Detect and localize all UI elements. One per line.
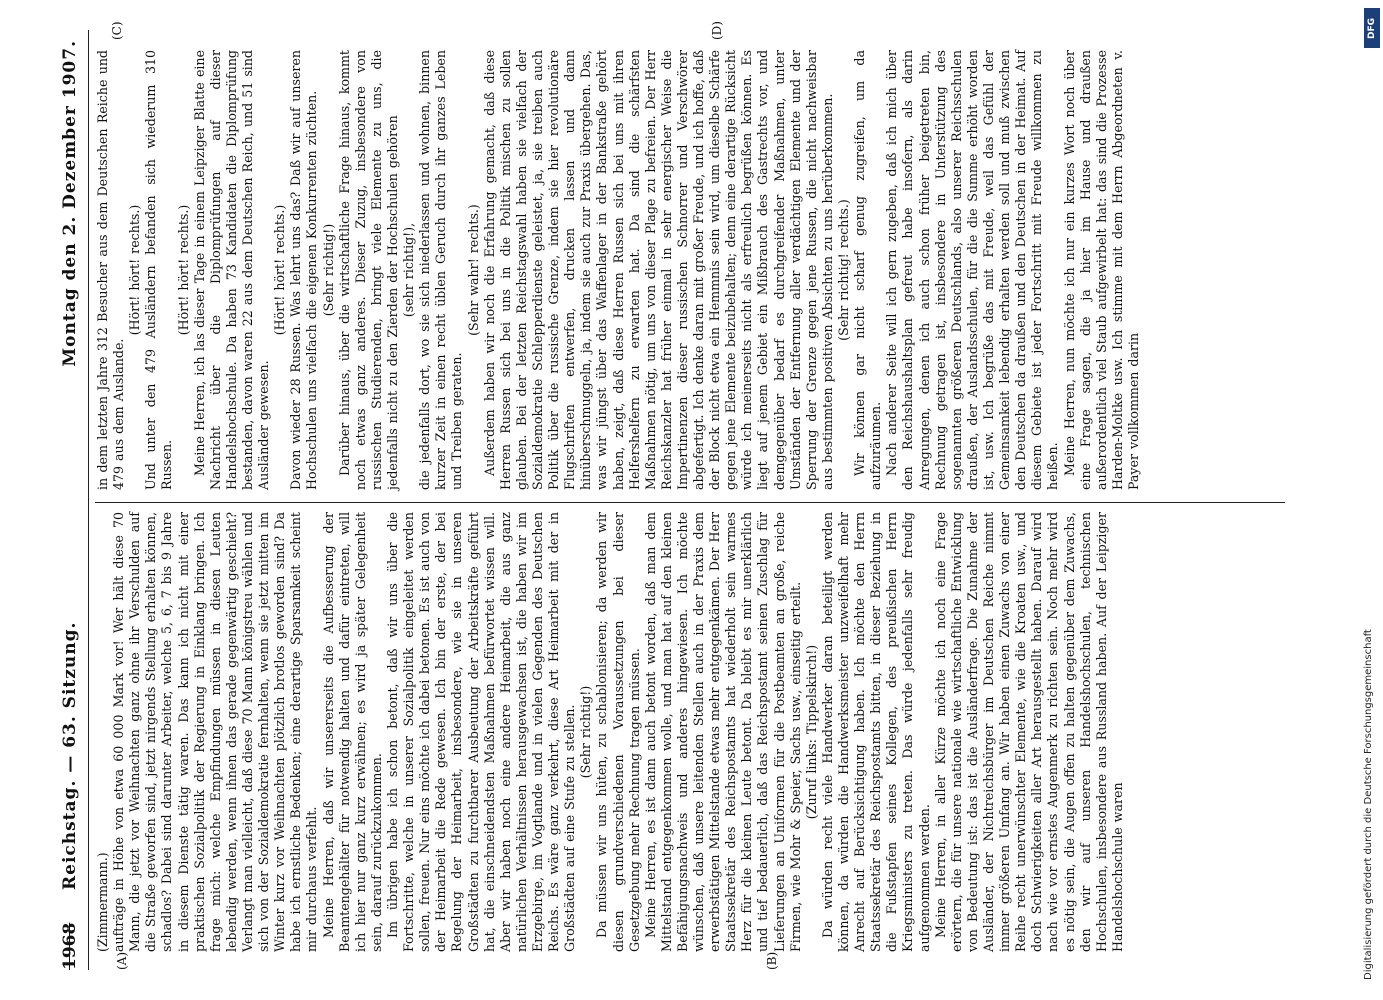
header-rule xyxy=(88,30,89,970)
paragraph: die jedenfalls dort, wo sie sich niederlassen und wohnen, binnen kurzer Zeit in einen recht üblen Geruch durch ihr ganzes Leben und Treiben geraten. xyxy=(417,50,465,490)
paragraph: (Zimmermann.) xyxy=(95,852,110,952)
paragraph: Meine Herren, ich las dieser Tage in einem Leipziger Blatte eine Nachricht über die Diplomprüfungen auf dieser Handelshochschule. Da haben 73 Kandidaten die Diplomprüfung bestanden, davon waren 22 aus dem Deutschen Reich, und 51 sind Ausländer gewesen. xyxy=(191,50,272,490)
credit-text: Digitalisierung gefördert durch die Deutsche Forschungsgemeinschaft xyxy=(1363,629,1374,980)
paragraph: (Hört! hört! rechts.) xyxy=(127,204,143,336)
paragraph: Und unter den 479 Ausländern befanden sich wiederum 310 Russen. xyxy=(143,50,175,490)
digitization-credit xyxy=(1363,200,1377,980)
paragraph: Darüber hinaus, über die wirtschaftliche Frage hinaus, kommt noch etwas ganz anderes. Dieser Zuzug, insbesondere von russischen Studierenden, bringt viele Elemente zu uns, die jedenfalls nicht zu den Zierden der Hochschulen gehören xyxy=(336,50,400,490)
header-left-title: Reichstag. — 63. Sitzung. xyxy=(60,621,80,890)
paragraph: aufträge in Höhe von etwa 60 000 Mark vor! Wer hält diese 70 Mann, die jetzt vor Weihnachten ganz ohne ihr Verschulden auf die Straße geworfen sind, jetzt nirgends Stellung erhalten können, schadlos? Dabei sind darunter Arbeiter, welche 5, 6, 7 bis 9 Jahre in diesem Dienste tätig waren. Das kann ich nicht mit einer praktischen Sozialpolitik der Regierung in Einklang bringen. Ich frage mich: welche Empfindungen müssen in diesen Leuten lebendig werden, wenn ihnen das gerade gegenwärtig geschieht? Verlangt man vielleicht, daß diese 70 Mann königstreu wählen und sich von der Sozialdemokratie fernhalten, wenn sie jetzt mitten im Winter kurz vor Weihnachten plötzlich brotlos geworden sind? Da habe ich ernstliche Bedenken; eine derartige Sparsamkeit scheint mir durchaus verfehlt. xyxy=(111,512,320,952)
left-text-column xyxy=(95,512,1126,952)
margin-marker-b: (B) xyxy=(765,951,779,970)
paragraph: (Sehr richtig!) xyxy=(578,685,594,779)
paragraph: Im übrigen habe ich schon betont, daß wir uns über die Fortschritte, welche in unserer Sozialpolitik eingeleitet werden sollen, freuen. Nur eins möchte ich dabei betonen. Es ist auch von der Heimarbeit die Rede gewesen. Ich bin der erste, der bei Regelung der Heimarbeit, insbesondere, wie sie in unseren Großstädten zu furchtbarer Ausbeutung der Arbeitskräfte geführt hat, die einschneidendsten Maßnahmen befürwortet wissen will. Aber wir haben noch eine andere Heimarbeit, die aus ganz natürlichen Verhältnissen herausgewachsen ist, die haben wir im Erzgebirge, im Vogtlande und in vielen Gegenden des Deutschen Reichs. Es wäre ganz verkehrt, diese Art Heimarbeit mit der in Großstädten auf eine Stufe zu stellen. xyxy=(384,512,578,952)
paragraph: Meine Herren, in aller Kürze möchte ich noch eine Frage erörtern, die für unsere nationale wie wirtschaftliche Entwicklung von Bedeutung ist: das ist die Ausländerfrage. Die Zunahme der Ausländer, der Nichtreichsbürger im Deutschen Reiche nimmt immer größeren Umfang an. Wir haben einen Zuwachs von einer Reihe recht unerwünschter Elemente, wie die Kroaten usw., und doch Schwierigkeiten aller Art herausgestellt haben. Darauf wird nach wie vor ernstes Augenmerk zu richten sein. Noch mehr wird es nötig sein, die Augen offen zu halten gegenüber dem Zuwachs, den wir auf unseren Handelshochschulen, technischen Hochschulen, insbesondere aus Russland haben. Auf der Leipziger Handelshochschule waren xyxy=(932,512,1125,952)
paragraph: in dem letzten Jahre 312 Besucher aus dem Deutschen Reiche und 479 aus dem Auslande. xyxy=(95,50,127,490)
paragraph: Meine Herren, daß wir unsererseits die Aufbesserung der Beamtengehälter für notwendig halten und dafür eintreten, will ich hier nur ganz kurz erwähnen; es wird ja später Gelegenheit sein, darauf zurückzukommen. xyxy=(320,512,384,952)
dfg-logo: DFG xyxy=(1364,8,1380,48)
margin-marker-c: (C) xyxy=(110,21,124,40)
header-right-title: Montag den 2. Dezember 1907. xyxy=(60,40,80,367)
paragraph: Außerdem haben wir noch die Erfahrung gemacht, daß diese Herren Russen sich bei uns in die Politik mischen zu sollen glauben. Bei der letzten Reichstagswahl haben sie vielfach der Sozialdemokratie Schlepperdienste geleistet, ja, sie treiben auch Politik über die russische Grenze, indem sie hier revolutionäre Flugschriften entwerfen, drucken lassen und dann hinüberschmuggeln, ja, indem sie auch zur Praxis übergehen. Das, was wir jüngst über das Waffenlager in der Bankstraße gehört haben, zeigt, daß diese Herren Russen sich bei uns mit ihren Helfershelfern zu erwarten hat. Da sind die schärfsten Maßnahmen nötig, um uns von dieser Plage zu befreien. Der Herr Reichskanzler hat früher einmal in sehr energischer Weise die Impertinenzen dieser russischen Schnorrer und Verschwörer abgefertigt. Ich denke daran mit großer Freude, und ich hoffe, daß der Block nicht etwa ein Hemmnis sein wird, um dieselbe Schärfe gegen jene Elemente beizubehalten; denn eine derartige Rücksicht würde ich meinerseits nicht als erfreulich begrüßen können. Es liegt auf jenem Gebiet ein Mißbrauch des Gastrechts vor, und demgegenüber bedarf es durchgreifender Maßnahmen, unter Umständen der Entfernung aller verdächtigen Elemente und der Sperrung der Grenze gegen jene Russen, die nicht nachweisbar aus bestimmten positiven Absichten zu uns herüberkommen. xyxy=(481,50,835,490)
paragraph: (Sehr richtig! rechts.) xyxy=(836,199,852,341)
paragraph: Da müssen wir uns hüten, zu schablonisieren; da werden wir diesen grundverschiedenen Voraussetzungen bei dieser Gesetzgebung mehr Rechnung tragen müssen. xyxy=(594,512,642,952)
paragraph: (Hört! hört! rechts.) xyxy=(175,204,191,336)
right-text-column xyxy=(95,50,1142,490)
paragraph: (Hört! hört! rechts.) xyxy=(272,204,288,336)
page-header xyxy=(55,30,85,970)
page-number: 1968 xyxy=(60,922,80,970)
margin-marker-a: (A) xyxy=(115,951,129,970)
margin-marker-d: (D) xyxy=(710,21,724,40)
column-divider xyxy=(95,502,1285,503)
paragraph: (Sehr richtig!) xyxy=(320,223,336,317)
paragraph: (Sehr wahr! rechts.) xyxy=(465,204,481,336)
paragraph: Meine Herren, nun möchte ich nur ein kurzes Wort noch über eine Frage sagen, die ja hier im Hause und draußen außerordentlich viel Staub aufgewirbelt hat: das sind die Prozesse Harden-Moltke usw. Ich stimme mit dem Herrn Abgeordneten v. Payer vollkommen darin xyxy=(1061,50,1141,490)
paragraph: Meine Herren, es ist dann auch betont worden, daß man dem Mittelstand entgegenkommen wolle, und man hat auf den kleinen Befähigungsnachweis und anderes hingewiesen. Ich möchte wünschen, daß unsere leitenden Stellen auch in der Praxis dem erwerbstätigen Mittelstande etwas mehr entgegenkämen. Der Herr Staatssekretär des Reichspostamts hat wiederholt sein warmes Herz für die kleinen Leute betont. Da bleibt es mir unerklärlich und tief bedauerlich, daß das Reichspostamt seinen Zuschlag für Lieferungen an Uniformen für die Postbeamten an große, reiche Firmen, wie Mohr & Speier, Sachs usw., einseitig erteilt. xyxy=(642,512,803,952)
paragraph: Wir können gar nicht scharf genug zugreifen, um da aufzuräumen. xyxy=(852,50,884,490)
paragraph: Nach anderer Seite will ich gern zugeben, daß ich mich über den Reichshaushaltsplan gefreut habe insofern, als darin Anregungen, denen ich auch schon früher beigetreten bin, Rechnung getragen ist, insbesondere in Unterstützung des sogenannten größeren Deutschlands, also unserer Reichsschulen draußen, der Auslandsschulen, für die die Summe erhöht worden ist, usw. Ich begrüße das mit Freude, weil das Gefühl der Gemeinsamkeit lebendig erhalten werden soll und muß zwischen den Deutschen da draußen und den Deutschen in der Heimat. Auf diesem Gebiete ist jeder Fortschritt mit Freude willkommen zu heißen. xyxy=(884,50,1061,490)
paragraph: Da würden recht viele Handwerker daran beteiligt werden können, da würden die Handwerksmeister unzweifelhaft mehr Anrecht auf Berücksichtigung haben. Ich möchte den Herrn Staatssekretär des Reichspostamts bitten, in dieser Beziehung in die Fußstapfen seines Kollegen, des preußischen Herrn Kriegsministers zu treten. Das würde jedenfalls sehr freudig aufgenommen werden. xyxy=(819,512,932,952)
paragraph: Davon wieder 28 Russen. Was lehrt uns das? Daß wir auf unseren Hochschulen uns vielfach die eigenen Konkurrenten züchten. xyxy=(288,50,320,490)
paragraph: (Zuruf links: Tippelskirch!) xyxy=(803,644,819,820)
paragraph: (sehr richtig!), xyxy=(401,222,417,318)
